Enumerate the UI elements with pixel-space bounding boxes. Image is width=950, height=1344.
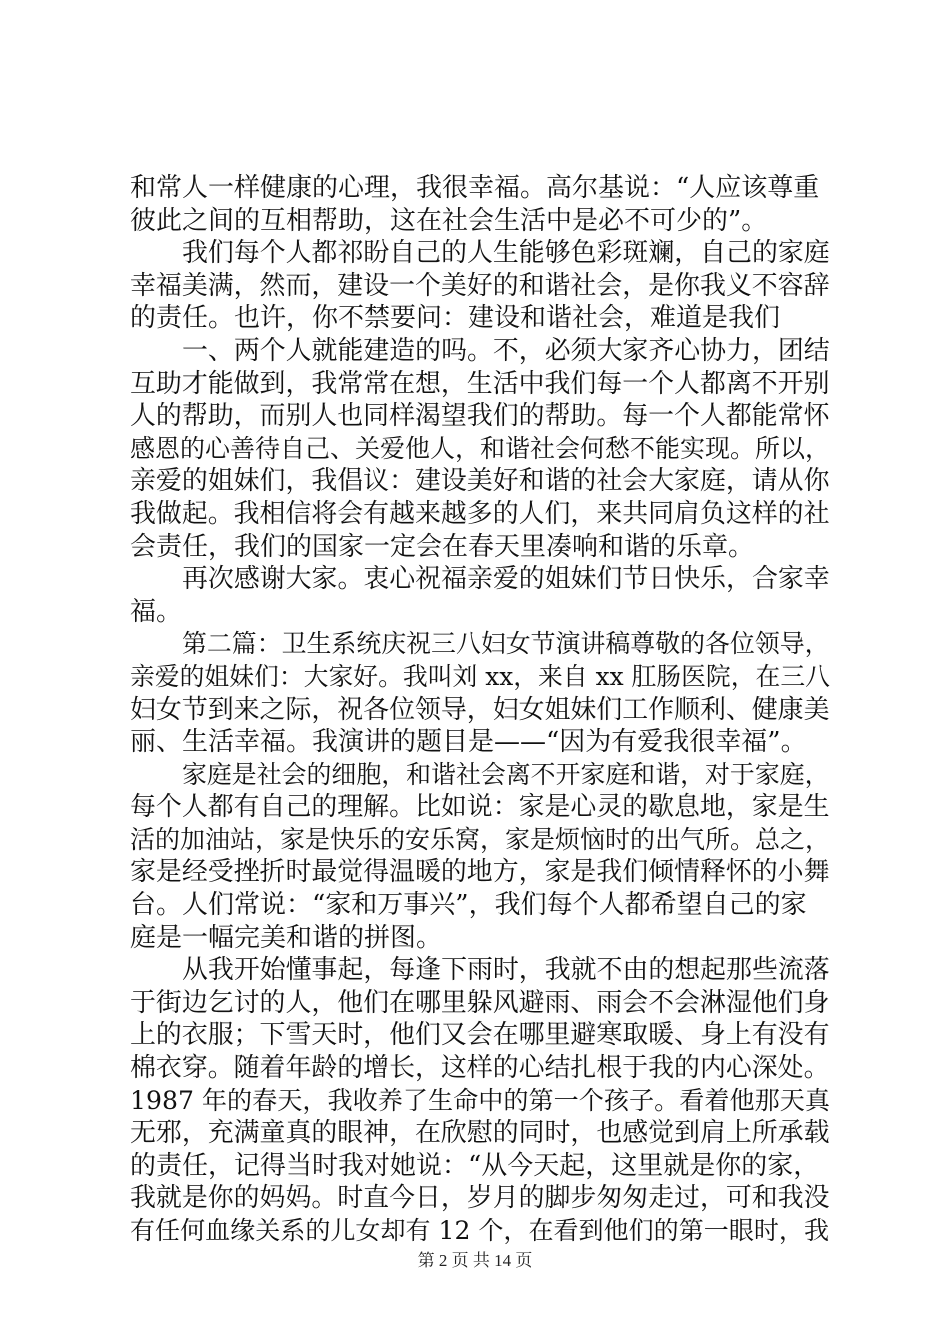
text-line: 感恩的心善待自己、关爱他人，和谐社会何愁不能实现。所以， xyxy=(130,433,831,463)
text-line: 我做起。我相信将会有越来越多的人们，来共同肩负这样的社 xyxy=(130,498,830,529)
text-line: 和常人一样健康的心理，我很幸福。高尔基说：“人应该尊重 xyxy=(130,173,820,203)
text-line: 亲爱的姐妹们：大家好。我叫刘 xx，来自 xx 肛肠医院，在三八 xyxy=(130,661,830,691)
text-line: 亲爱的姐妹们，我倡议：建设美好和谐的社会大家庭，请从你 xyxy=(130,466,830,497)
text-line: 家是经受挫折时最觉得温暖的地方，家是我们倾情释怀的小舞 xyxy=(130,857,830,888)
document-body xyxy=(130,172,830,1248)
text-line: 台。人们常说：“家和万事兴”，我们每个人都希望自己的家 xyxy=(130,890,807,921)
text-line: 人的帮助，而别人也同样渴望我们的帮助。每一个人都能常怀 xyxy=(130,401,830,432)
text-line: 互助才能做到，我常常在想，生活中我们每一个人都离不开别 xyxy=(130,368,830,399)
text-line: 有任何血缘关系的儿女却有 12 个，在看到他们的第一眼时，我 xyxy=(130,1216,830,1245)
text-line: 福。 xyxy=(130,596,183,627)
text-line: 1987 年的春天，我收养了生命中的第一个孩子。看着他那天真 xyxy=(130,1085,831,1115)
text-line: 家庭是社会的细胞，和谐社会离不开家庭和谐，对于家庭， xyxy=(182,759,830,789)
text-line: 每个人都有自己的理解。比如说：家是心灵的歇息地，家是生 xyxy=(130,792,830,823)
text-line: 一、两个人就能建造的吗。不，必须大家齐心协力，团结 xyxy=(182,335,830,366)
page-number-label: 第 2 页 共 14 页 xyxy=(417,1251,533,1270)
text-line: 我就是你的妈妈。时直今日，岁月的脚步匆匆走过，可和我没 xyxy=(130,1183,830,1214)
text-line: 无邪，充满童真的眼神，在欣慰的同时，也感觉到肩上所承载 xyxy=(130,1118,830,1149)
text-line: 的责任。也许，你不禁要问：建设和谐社会，难道是我们 xyxy=(130,303,781,334)
text-line: 棉衣穿。随着年龄的增长，这样的心结扎根于我的内心深处。 xyxy=(130,1053,830,1084)
text-line: 幸福美满，然而，建设一个美好的和谐社会，是你我义不容辞 xyxy=(130,270,830,301)
text-line: 庭是一幅完美和谐的拼图。 xyxy=(130,922,443,953)
text-line: 彼此之间的互相帮助，这在社会生活中是必不可少的”。 xyxy=(130,205,768,236)
text-line: 再次感谢大家。衷心祝福亲爱的姐妹们节日快乐，合家幸 xyxy=(182,564,830,595)
page-footer xyxy=(0,1246,950,1271)
text-line: 妇女节到来之际，祝各位领导，妇女姐妹们工作顺利、健康美 xyxy=(130,694,830,725)
text-line: 会责任，我们的国家一定会在春天里凑响和谐的乐章。 xyxy=(130,531,755,562)
text-line: 的责任，记得当时我对她说：“从今天起，这里就是你的家， xyxy=(130,1150,820,1181)
text-line: 上的衣服；下雪天时，他们又会在哪里避寒取暖、身上有没有 xyxy=(130,1020,830,1051)
text-line: 我们每个人都祁盼自己的人生能够色彩斑斓，自己的家庭 xyxy=(182,238,830,269)
text-line: 于街边乞讨的人，他们在哪里躲风避雨、雨会不会淋湿他们身 xyxy=(130,987,830,1018)
text-line: 丽、生活幸福。我演讲的题目是——“因为有爱我很幸福”。 xyxy=(130,727,807,758)
text-line: 从我开始懂事起，每逢下雨时，我就不由的想起那些流落 xyxy=(182,955,830,986)
text-line: 第二篇：卫生系统庆祝三八妇女节演讲稿尊敬的各位领导， xyxy=(182,629,830,659)
text-line: 活的加油站，家是快乐的安乐窝，家是烦恼时的出气所。总之， xyxy=(130,824,831,854)
